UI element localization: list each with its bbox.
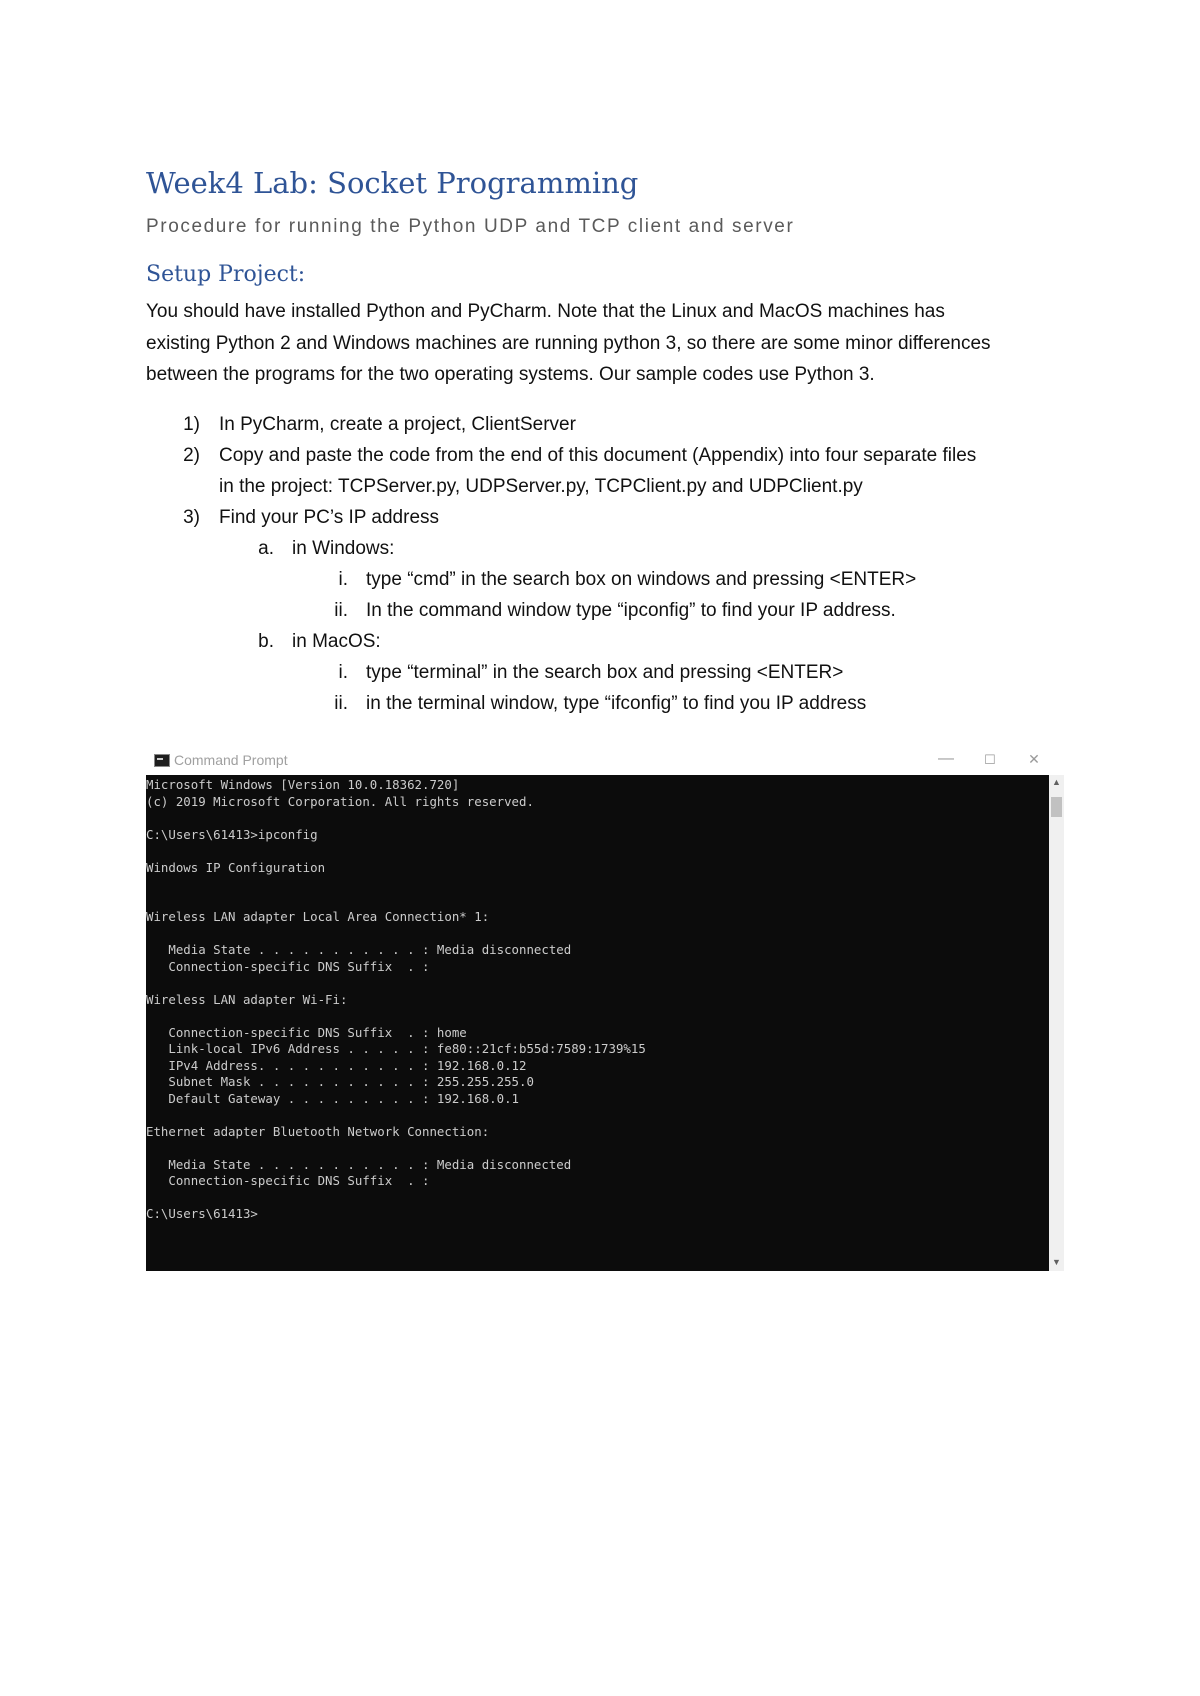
list-text: in Windows: [292,538,395,559]
list-marker: ii. [334,600,348,621]
console-lines [146,777,646,1223]
list-marker: i. [338,662,348,683]
console-line: Media State . . . . . . . . . . . : Media disconnected [146,942,572,957]
scroll-up-icon[interactable]: ▲ [1052,777,1061,787]
console-line: Default Gateway . . . . . . . . . : 192.168.0.1 [146,1090,519,1106]
console-line: Microsoft Windows [Version 10.0.18362.720] [146,777,460,792]
minimize-button[interactable]: — [938,750,954,767]
console-line: Subnet Mask . . . . . . . . . . . : 255.255.255.0 [146,1074,534,1089]
window-title: Command Prompt [174,752,288,768]
list-marker: 3) [183,507,200,528]
console-line: (c) 2019 Microsoft Corporation. All rights reserved. [146,793,534,809]
console-line: Media State . . . . . . . . . . . : Media disconnected [146,1156,572,1172]
console-line [146,876,646,893]
terminal-icon [154,754,170,767]
console-line: C:\Users\61413> [146,1206,258,1221]
vertical-scrollbar[interactable] [1049,775,1064,1271]
console-line: Wireless LAN adapter Wi-Fi: [146,991,348,1007]
console-line [146,975,646,992]
console-line [146,1140,646,1157]
console-line: Link-local IPv6 Address . . . . . : fe80::21cf:b55d:7589:1739%15 [146,1041,646,1056]
console-line [146,1190,646,1207]
list-text: type “terminal” in the search box and pressing <ENTER> [366,662,844,683]
list-text: In the command window type “ipconfig” to find your IP address. [366,600,896,621]
console-line: Connection-specific DNS Suffix . : [146,1173,430,1188]
list-marker: ii. [334,693,348,714]
list-text: in MacOS: [292,631,381,652]
list-marker: i. [338,569,348,590]
console-line [146,926,646,943]
console-line [146,810,646,827]
document-subtitle: Procedure for running the Python UDP and TCP client and server [146,216,795,237]
console-line: IPv4 Address. . . . . . . . . . . : 192.168.0.12 [146,1057,527,1073]
intro-line: You should have installed Python and PyCharm. Note that the Linux and MacOS machines has [146,301,945,322]
console-line [146,893,646,910]
intro-paragraph [146,296,1076,391]
document-title: Week4 Lab: Socket Programming [146,166,639,200]
console-line [146,843,646,860]
intro-line: between the programs for the two operating systems. Our sample codes use Python 3. [146,364,875,385]
maximize-button[interactable]: ☐ [984,752,996,767]
console-line: Connection-specific DNS Suffix . : [146,958,430,974]
list-text: type “cmd” in the search box on windows and pressing <ENTER> [366,569,917,590]
console-line: Ethernet adapter Bluetooth Network Connection: [146,1123,490,1139]
window-titlebar [146,748,1064,775]
console-line: Windows IP Configuration [146,859,326,875]
console-line [146,1008,646,1025]
scrollbar-thumb[interactable] [1051,797,1062,817]
list-marker: a. [258,538,274,559]
intro-line: existing Python 2 and Windows machines are running python 3, so there are some minor differences [146,332,991,354]
console-line: C:\Users\61413>ipconfig [146,826,318,842]
list-marker: 2) [183,445,200,466]
console-line: Wireless LAN adapter Local Area Connection* 1: [146,909,490,924]
list-marker: 1) [183,414,200,435]
list-text: Find your PC’s IP address [219,507,440,528]
list-text: In PyCharm, create a project, ClientServer [219,414,576,435]
scroll-down-icon[interactable]: ▼ [1052,1257,1061,1267]
section-heading: Setup Project: [146,262,306,287]
list-marker: b. [258,631,274,652]
command-prompt-window [146,748,1064,1271]
list-text: Copy and paste the code from the end of this document (Appendix) into four separate files [219,445,977,466]
list-text: in the terminal window, type “ifconfig” to find you IP address [366,693,867,714]
list-text: in the project: TCPServer.py, UDPServer.py, TCPClient.py and UDPClient.py [219,476,863,497]
close-button[interactable]: ✕ [1028,751,1040,767]
console-output[interactable] [146,775,1049,1271]
console-line: Connection-specific DNS Suffix . : home [146,1024,467,1040]
console-line [146,1107,646,1124]
